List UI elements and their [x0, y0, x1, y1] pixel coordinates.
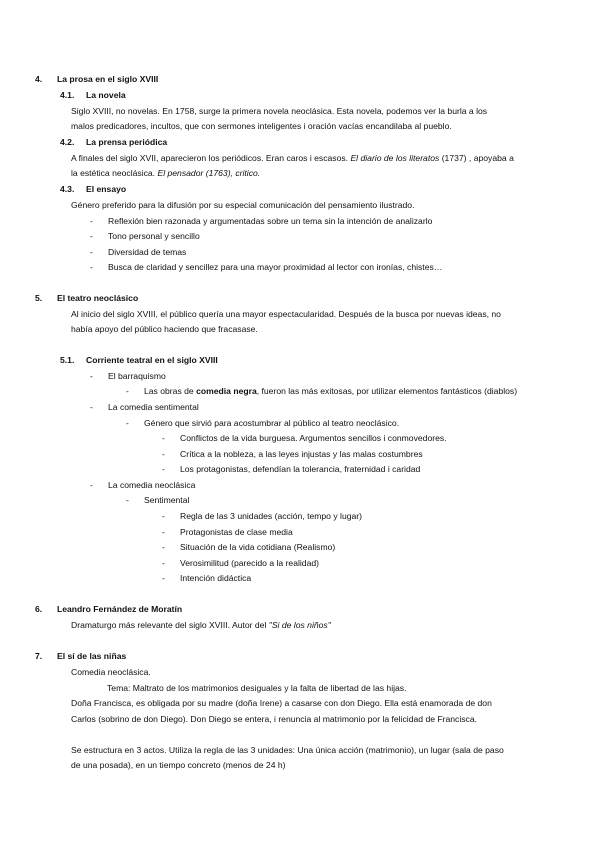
nina-line-4: Carlos (sobrino de don Diego). Don Diego se entera, i renuncia al matrimonio por la felicidad de Francisca. [71, 714, 478, 724]
bullet-dash: - [162, 464, 165, 474]
neoclasica-subitem: Verosimilitud (parecido a la realidad) [180, 558, 320, 568]
section-4-1-title: La novela [86, 90, 126, 100]
section-6-number: 6. [35, 604, 43, 614]
prensa-text-2: la estética neoclásica. [71, 168, 158, 178]
barroquismo-item: El barraquismo [108, 371, 166, 381]
bullet-dash: - [126, 386, 129, 396]
nina-line-1: Comedia neoclásica. [71, 667, 151, 677]
diario-literatos-title: El diario de los literatos [350, 153, 440, 163]
teatro-line-1: Al inicio del siglo XVIII, el público quería una mayor espectacularidad. Después de la busca por nuevas ideas, no [71, 309, 501, 319]
bullet-dash: - [162, 542, 165, 552]
bullet-dash: - [90, 216, 93, 226]
section-5-title: El teatro neoclásico [57, 293, 139, 303]
section-5-1-title: Corriente teatral en el siglo XVIII [86, 355, 218, 365]
section-4-3-number: 4.3. [60, 184, 75, 194]
comedia-negra-text: Las obras de [144, 386, 197, 396]
ensayo-bullet: Diversidad de temas [108, 247, 187, 257]
section-4-title: La prosa en el siglo XVIII [57, 74, 159, 84]
bullet-dash: - [90, 371, 93, 381]
bullet-dash: - [90, 262, 93, 272]
sentimental-subitem: Los protagonistas, defendían la tolerancia, fraternidad i caridad [180, 464, 421, 474]
teatro-line-2: había apoyo del público haciendo que fracasase. [71, 324, 258, 334]
bullet-dash: - [90, 480, 93, 490]
section-4-1-number: 4.1. [60, 90, 75, 100]
neoclasica-subitem: Regla de las 3 unidades (acción, tempo y lugar) [180, 511, 363, 521]
bullet-dash: - [162, 527, 165, 537]
nina-line-3: Doña Francisca, es obligada por su madre (doña Irene) a casarse con don Diego. Ella está enamorada de don [71, 698, 492, 708]
obra-title: "Si de los niños" [268, 620, 331, 630]
novela-line-1: Siglo XVIII, no novelas. En 1758, surge la primera novela neoclásica. Esta novela, podemos ver la burla a los [71, 106, 488, 116]
comedia-negra-term: comedia negra [196, 386, 257, 396]
bullet-dash: - [162, 573, 165, 583]
bullet-dash: - [162, 433, 165, 443]
sentimental-subitem: Conflictos de la vida burguesa. Argumentos sencillos i conmovedores. [180, 433, 447, 443]
genero-item: Género que sirvió para acostumbrar al público al teatro neoclásico. [144, 418, 400, 428]
nina-tema: Tema: Maltrato de los matrimonios desiguales y la falta de libertad de las hijas. [107, 683, 407, 693]
sentimental-subitem: Crítica a la nobleza, a las leyes injustas y las malas costumbres [180, 449, 423, 459]
section-4-3-title: El ensayo [86, 184, 127, 194]
section-5-1-number: 5.1. [60, 355, 75, 365]
comedia-negra-item [144, 386, 517, 397]
section-6-title: Leandro Fernández de Moratín [57, 604, 183, 614]
section-7-title: El sí de las niñas [57, 651, 127, 661]
pensador-title: El pensador (1763), critico. [157, 168, 261, 178]
comedia-sentimental-item: La comedia sentimental [108, 402, 199, 412]
bullet-dash: - [90, 231, 93, 241]
bullet-dash: - [162, 449, 165, 459]
moratin-text: Dramaturgo más relevante del siglo XVIII. Autor del [71, 620, 269, 630]
section-7-number: 7. [35, 651, 43, 661]
prensa-text: A finales del siglo XVII, aparecieron los periódicos. Eran caros i escasos. [71, 153, 351, 163]
ensayo-bullet: Reflexión bien razonada y argumentadas sobre un tema sin la intención de analizarlo [108, 216, 433, 226]
section-5-number: 5. [35, 293, 43, 303]
nina-line-5: Se estructura en 3 actos. Utiliza la regla de las 3 unidades: Una única acción (matrimonio), un lugar (sala de paso [71, 745, 504, 755]
bullet-dash: - [90, 402, 93, 412]
moratin-line [71, 620, 331, 631]
bullet-dash: - [162, 511, 165, 521]
prensa-line-1 [71, 153, 514, 164]
novela-line-2: malos predicadores, incultos, que con sermones inteligentes i oración vacías encandilaba al pueblo. [71, 121, 452, 131]
bullet-dash: - [126, 495, 129, 505]
comedia-negra-rest: , fueron las más exitosas, por utilizar elementos fantásticos (diablos) [256, 386, 518, 396]
sentimental-subheading: Sentimental [144, 495, 190, 505]
ensayo-bullet: Busca de claridad y sencillez para una mayor proximidad al lector con ironías, chistes… [108, 262, 443, 272]
ensayo-bullet: Tono personal y sencillo [108, 231, 200, 241]
section-4-2-title: La prensa periódica [86, 137, 168, 147]
nina-line-6: de una posada), en un tiempo concreto (menos de 24 h) [71, 760, 286, 770]
neoclasica-subitem: Intención didáctica [180, 573, 252, 583]
section-4-number: 4. [35, 74, 43, 84]
prensa-line-2 [71, 168, 260, 179]
neoclasica-subitem: Protagonistas de clase media [180, 527, 293, 537]
ensayo-line-1: Género preferido para la difusión por su especial comunicación del pensamiento ilustrado. [71, 200, 415, 210]
neoclasica-subitem: Situación de la vida cotidiana (Realismo) [180, 542, 336, 552]
comedia-neoclasica-item: La comedia neoclásica [108, 480, 196, 490]
section-4-2-number: 4.2. [60, 137, 75, 147]
bullet-dash: - [126, 418, 129, 428]
bullet-dash: - [90, 247, 93, 257]
bullet-dash: - [162, 558, 165, 568]
prensa-year: (1737) , apoyaba a [439, 153, 514, 163]
